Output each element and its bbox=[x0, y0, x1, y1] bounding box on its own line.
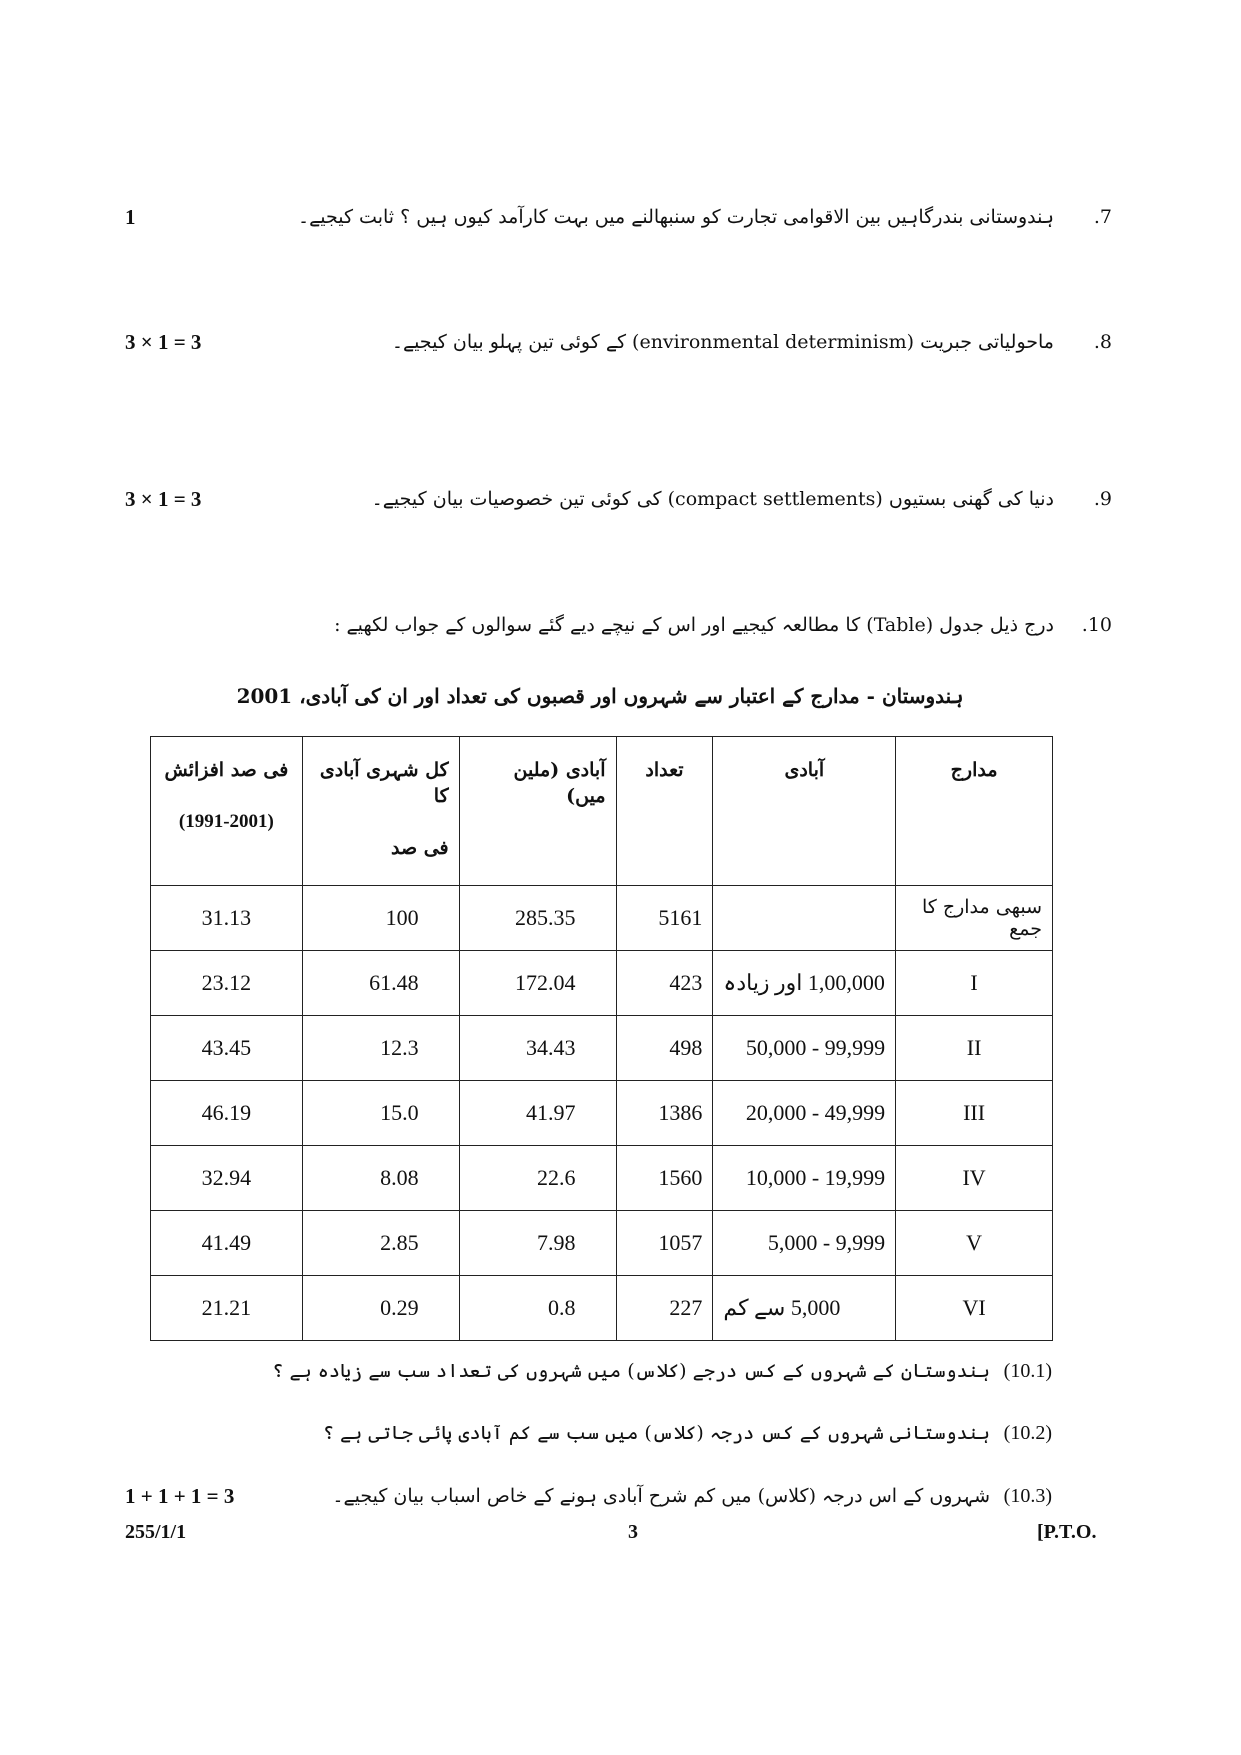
question-text: درج ذیل جدول (Table) کا مطالعہ کیجیے اور اس کے نیچے دیے گئے سوالوں کے جواب لکھیے : bbox=[334, 614, 1054, 636]
pto-label: [P.T.O. bbox=[1037, 1521, 1097, 1543]
cell-count: 227 bbox=[616, 1276, 713, 1341]
table-row bbox=[151, 1276, 1053, 1341]
cell-urban-pct: 15.0 bbox=[302, 1081, 459, 1146]
cell-urban-pct: 100 bbox=[302, 886, 459, 951]
header-growth: فی صد افزائش (1991-2001) bbox=[151, 737, 303, 886]
sub-question-text: ہندوستانی شہروں کے کس درجہ (کلاس) میں سب سے کم آبادی پائی جاتی ہے ؟ bbox=[322, 1422, 990, 1444]
page-number: 3 bbox=[628, 1521, 638, 1543]
table-row bbox=[151, 951, 1053, 1016]
cell-population: 22.6 bbox=[459, 1146, 616, 1211]
cell-population-range: 1,00,000 اور زیادہ bbox=[713, 951, 896, 1016]
cell-population-range: 10,000 - 19,999 bbox=[713, 1146, 896, 1211]
cell-population-range: 5,000 سے کم bbox=[713, 1276, 896, 1341]
cell-growth: 31.13 bbox=[151, 886, 303, 951]
cell-population: 34.43 bbox=[459, 1016, 616, 1081]
cell-grade: IV bbox=[896, 1146, 1053, 1211]
cell-count: 1560 bbox=[616, 1146, 713, 1211]
table-row bbox=[151, 1146, 1053, 1211]
cell-urban-pct: 12.3 bbox=[302, 1016, 459, 1081]
question-number: .8 bbox=[1093, 331, 1112, 353]
sub-question-number: (10.2) bbox=[1003, 1422, 1052, 1444]
cell-count: 498 bbox=[616, 1016, 713, 1081]
cell-population-range: 20,000 - 49,999 bbox=[713, 1081, 896, 1146]
header-population-million: آبادی (ملین میں) bbox=[459, 737, 616, 886]
question-text: دنیا کی گھنی بستیوں (compact settlements) کی کوئی تین خصوصیات بیان کیجیے۔ bbox=[371, 488, 1054, 510]
table-row bbox=[151, 886, 1053, 951]
question-marks: 1 bbox=[125, 205, 136, 229]
table-row bbox=[151, 1081, 1053, 1146]
question-number: .7 bbox=[1093, 206, 1112, 228]
table-row bbox=[151, 1211, 1053, 1276]
cell-growth: 23.12 bbox=[151, 951, 303, 1016]
table-header-row bbox=[151, 737, 1053, 886]
cell-population-range: 5,000 - 9,999 bbox=[713, 1211, 896, 1276]
question-number: .10 bbox=[1081, 614, 1112, 636]
question-marks: 1 + 1 + 1 = 3 bbox=[125, 1484, 235, 1508]
cell-population: 7.98 bbox=[459, 1211, 616, 1276]
cell-population: 172.04 bbox=[459, 951, 616, 1016]
sub-question-text: شہروں کے اس درجہ (کلاس) میں کم شرح آبادی ہونے کے خاص اسباب بیان کیجیے۔ bbox=[332, 1485, 990, 1507]
question-marks: 3 × 1 = 3 bbox=[125, 487, 202, 511]
cell-growth: 32.94 bbox=[151, 1146, 303, 1211]
cell-population-range: 50,000 - 99,999 bbox=[713, 1016, 896, 1081]
cell-urban-pct: 61.48 bbox=[302, 951, 459, 1016]
cell-urban-pct: 8.08 bbox=[302, 1146, 459, 1211]
question-number: .9 bbox=[1093, 488, 1112, 510]
cell-urban-pct: 2.85 bbox=[302, 1211, 459, 1276]
cell-growth: 41.49 bbox=[151, 1211, 303, 1276]
cell-count: 1057 bbox=[616, 1211, 713, 1276]
cell-grade: VI bbox=[896, 1276, 1053, 1341]
question-text: ہندوستانی بندرگاہیں بین الاقوامی تجارت کو سنبھالنے میں بہت کارآمد کیوں ہیں ؟ ثابت کیجیے۔ bbox=[297, 206, 1054, 228]
cell-grade: I bbox=[896, 951, 1053, 1016]
cell-growth: 46.19 bbox=[151, 1081, 303, 1146]
cell-growth: 43.45 bbox=[151, 1016, 303, 1081]
header-count: تعداد bbox=[616, 737, 713, 886]
cell-growth: 21.21 bbox=[151, 1276, 303, 1341]
header-grade: مدارج bbox=[896, 737, 1053, 886]
cell-grade: II bbox=[896, 1016, 1053, 1081]
cell-grade: سبھی مدارج کا جمع bbox=[896, 886, 1053, 951]
sub-question-number: (10.1) bbox=[1003, 1360, 1052, 1382]
question-marks: 3 × 1 = 3 bbox=[125, 330, 202, 354]
cell-population-range bbox=[713, 886, 896, 951]
header-urban-pct: کل شہری آبادی کا فی صد bbox=[302, 737, 459, 886]
cell-count: 1386 bbox=[616, 1081, 713, 1146]
header-population-range: آبادی bbox=[713, 737, 896, 886]
question-text: ماحولیاتی جبریت (environmental determinism) کے کوئی تین پہلو بیان کیجیے۔ bbox=[391, 331, 1054, 353]
cell-count: 423 bbox=[616, 951, 713, 1016]
cell-urban-pct: 0.29 bbox=[302, 1276, 459, 1341]
cell-population: 285.35 bbox=[459, 886, 616, 951]
cell-grade: V bbox=[896, 1211, 1053, 1276]
cell-population: 0.8 bbox=[459, 1276, 616, 1341]
cell-grade: III bbox=[896, 1081, 1053, 1146]
table-title: ہندوستان - مدارج کے اعتبار سے شہروں اور قصبوں کی تعداد اور ان کی آبادی، 2001 bbox=[236, 684, 964, 708]
table-row bbox=[151, 1016, 1053, 1081]
sub-question-text: ہندوستان کے شہروں کے کس درجے (کلاس) میں شہروں کی تعداد سب سے زیادہ ہے ؟ bbox=[272, 1360, 990, 1382]
cell-population: 41.97 bbox=[459, 1081, 616, 1146]
population-table bbox=[150, 736, 1053, 1341]
sub-question-number: (10.3) bbox=[1003, 1485, 1052, 1507]
cell-count: 5161 bbox=[616, 886, 713, 951]
paper-code: 255/1/1 bbox=[125, 1521, 187, 1543]
